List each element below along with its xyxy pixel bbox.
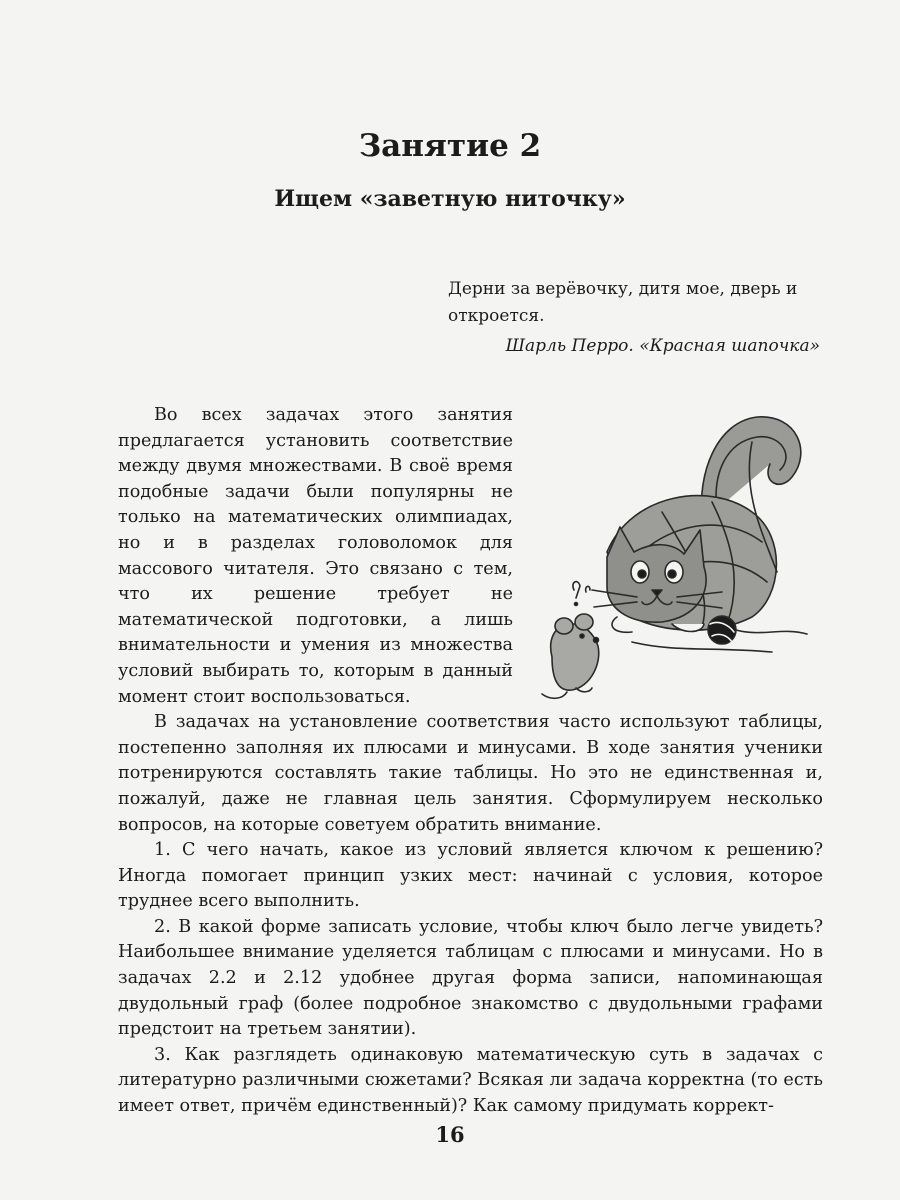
question-item-3: 3. Как разглядеть одинаковую математическую суть в задачах с литературно различными сюжетами? Всякая ли задача корректна (то есть имеет ответ, причём единственный)? Как самому придумать коррект- bbox=[118, 1044, 823, 1117]
main-text bbox=[118, 403, 823, 1120]
page-number: 16 bbox=[435, 1122, 465, 1147]
question-item-1: 1. С чего начать, какое из условий является ключом к решению? Иногда помогает принцип узких мест: начинай с условия, которое труднее всего выполнить. bbox=[118, 840, 823, 912]
epigraph bbox=[448, 276, 820, 360]
epigraph-quote: Дерни за верёвочку, дитя мое, дверь и откроется. bbox=[448, 279, 798, 326]
intro-paragraph: Во всех задачах этого занятия предлагается установить соответствие между двумя множествами. В своё время подобные задачи были популярны не только на математических олимпиадах, но и в разделах головоломок для массового читателя. Это связано с тем, что их решение требует не математической подготовки, а лишь внимательности и умения из множества условий выбирать то, которым в данный момент стоит воспользоваться. bbox=[118, 405, 513, 707]
question-item-2: 2. В какой форме записать условие, чтобы ключ было легче увидеть? Наибольшее внимание уделяется таблицам с плюсами и минусами. Но в задачах 2.2 и 2.12 удобнее другая форма записи, напоминающая двудольный граф (более подробное знакомство с двудольными графами предстоит на третьем занятии). bbox=[118, 916, 823, 1040]
lesson-title: Занятие 2 bbox=[358, 128, 542, 164]
lesson-subtitle: Ищем «заветную ниточку» bbox=[274, 186, 626, 212]
tables-paragraph: В задачах на установление соответствия часто используют таблицы, постепенно заполняя их плюсами и минусами. В ходе занятия ученики потренируются составлять такие таблицы. Но это не единственная и, пожалуй, даже не главная цель занятия. Сформулируем несколько вопросов, на которые советуем обратить внимание. bbox=[118, 712, 823, 835]
epigraph-source: Шарль Перро. «Красная шапочка» bbox=[505, 336, 820, 356]
